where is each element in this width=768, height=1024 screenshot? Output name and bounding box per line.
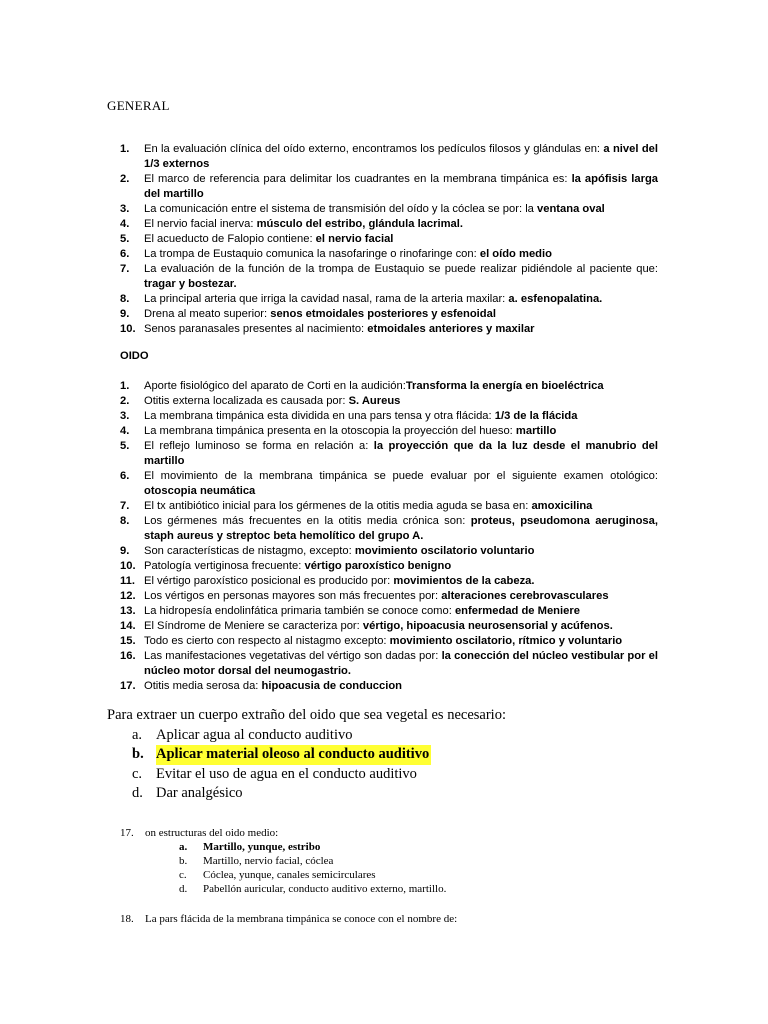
option-b-highlighted	[132, 745, 506, 765]
item-text	[144, 469, 658, 499]
item-number: 9.	[120, 308, 130, 320]
list-item	[0, 589, 658, 604]
answer-text: músculo del estribo, glándula lacrimal.	[256, 218, 463, 230]
option-d	[132, 784, 506, 804]
item-number: 3.	[120, 410, 130, 422]
list-item	[0, 499, 658, 514]
list-item	[0, 172, 658, 202]
answer-text: otoscopia neumática	[144, 485, 256, 497]
question-text: Las manifestaciones vegetativas del vértigo son dadas por:	[144, 650, 442, 662]
option-letter: a.	[179, 841, 188, 853]
answer-text: proteus, pseudomona aeruginosa, staph aureus y streptoc beta hemolítico del grupo A.	[144, 515, 658, 542]
question-number: 18.	[120, 913, 134, 925]
item-text	[144, 262, 658, 292]
option-letter: c.	[179, 869, 187, 881]
item-text	[144, 247, 658, 262]
answer-text: a. esfenopalatina.	[508, 293, 603, 305]
answer-text: alteraciones cerebrovasculares	[441, 590, 609, 602]
list-item	[0, 307, 658, 322]
answer-text: el nervio facial	[315, 233, 394, 245]
question-number: 17.	[120, 827, 134, 839]
item-number: 14.	[120, 620, 136, 632]
question-text: Los vértigos en personas mayores son más frecuentes por:	[144, 590, 442, 602]
answer-text: senos etmoidales posteriores y esfenoidal	[270, 308, 496, 320]
answer-text: S. Aureus	[348, 395, 401, 407]
answer-text: enfermedad de Meniere	[454, 605, 580, 617]
item-text	[144, 232, 658, 247]
question-text: Otitis media serosa da:	[144, 680, 262, 692]
item-number: 2.	[120, 173, 130, 185]
item-text	[144, 589, 658, 604]
item-text	[144, 292, 658, 307]
item-number: 10.	[120, 560, 136, 572]
list-item	[0, 574, 658, 589]
question-text: El reflejo luminoso se forma en relación a:	[144, 440, 374, 452]
option-b	[179, 854, 446, 868]
question-text: El marco de referencia para delimitar los cuadrantes en la membrana timpánica es:	[144, 173, 572, 185]
item-number: 5.	[120, 440, 130, 452]
list-item	[0, 409, 658, 424]
item-text	[144, 604, 658, 619]
question-text: Patología vertiginosa frecuente:	[144, 560, 305, 572]
item-number: 12.	[120, 590, 136, 602]
item-number: 7.	[120, 500, 130, 512]
question-text: La membrana timpánica presenta en la otoscopia la proyección del hueso:	[144, 425, 516, 437]
question-text: La hidropesía endolinfática primaria también se conoce como:	[144, 605, 455, 617]
question-text: Senos paranasales presentes al nacimiento:	[144, 323, 368, 335]
option-letter: b.	[179, 855, 188, 867]
question-18	[120, 912, 457, 926]
question-17	[120, 826, 446, 896]
question-text: El movimiento de la membrana timpánica se puede evaluar por el siguiente examen otológico:	[144, 470, 658, 482]
answer-text: movimiento oscilatorio, rítmico y voluntario	[389, 635, 623, 647]
list-item	[0, 619, 658, 634]
question-text: La trompa de Eustaquio comunica la nasofaringe o rinofaringe con:	[144, 248, 480, 260]
option-a	[132, 726, 506, 746]
answer-text: la proyección que da la luz desde el manubrio del martillo	[144, 440, 658, 467]
item-text	[144, 142, 658, 172]
item-text	[144, 559, 658, 574]
item-number: 3.	[120, 203, 130, 215]
option-a	[179, 840, 446, 854]
option-letter: a.	[132, 726, 143, 743]
answer-text: movimiento oscilatorio voluntario	[354, 545, 535, 557]
option-letter: d.	[132, 785, 143, 801]
question-text: El Síndrome de Meniere se caracteriza por:	[144, 620, 363, 632]
option-c	[132, 765, 506, 785]
list-item	[0, 394, 658, 409]
answer-text: movimientos de la cabeza.	[393, 575, 535, 587]
answer-text: etmoidales anteriores y maxilar	[367, 323, 535, 335]
question-text: La comunicación entre el sistema de transmisión del oído y la cóclea se por: la	[144, 203, 538, 215]
item-number: 17.	[120, 680, 136, 692]
question-text: El tx antibiótico inicial para los gérmenes de la otitis media aguda se basa en:	[144, 500, 532, 512]
question-text: La membrana timpánica esta dividida en una pars tensa y otra flácida:	[144, 410, 495, 422]
general-heading: GENERAL	[107, 98, 170, 113]
item-text	[144, 322, 658, 337]
item-number: 8.	[120, 515, 130, 527]
answer-text: amoxicilina	[531, 500, 593, 512]
list-item	[0, 544, 658, 559]
question-text: El vértigo paroxístico posicional es producido por:	[144, 575, 394, 587]
answer-text: a nivel del 1/3 externos	[144, 143, 658, 170]
item-text	[144, 394, 658, 409]
item-number: 7.	[120, 263, 130, 275]
item-text	[144, 409, 658, 424]
option-d	[179, 882, 446, 896]
list-item	[0, 232, 658, 247]
item-text	[144, 679, 658, 694]
list-item	[0, 142, 658, 172]
item-text	[144, 619, 658, 634]
item-number: 13.	[120, 605, 136, 617]
answer-text: el oído medio	[479, 248, 552, 260]
item-number: 15.	[120, 635, 136, 647]
list-item	[0, 604, 658, 619]
list-item	[0, 514, 658, 544]
answer-text: tragar y bostezar.	[144, 278, 237, 290]
option-text: Cóclea, yunque, canales semicirculares	[203, 869, 376, 881]
item-text	[144, 202, 658, 217]
list-item	[0, 634, 658, 649]
option-text: Martillo, yunque, estribo	[203, 841, 321, 853]
option-text: Martillo, nervio facial, cóclea	[203, 855, 334, 867]
question-text: La principal arteria que irriga la cavidad nasal, rama de la arteria maxilar:	[144, 293, 509, 305]
item-text	[144, 544, 658, 559]
answer-text: vértigo paroxístico benigno	[304, 560, 452, 572]
item-text	[144, 217, 658, 232]
option-letter: b.	[132, 746, 144, 762]
option-text: Pabellón auricular, conducto auditivo externo, martillo.	[203, 883, 447, 895]
option-c	[179, 868, 446, 882]
list-item	[0, 292, 658, 307]
list-item	[0, 649, 658, 679]
item-number: 9.	[120, 545, 130, 557]
question-text: Aporte fisiológico del aparato de Corti en la audición:	[144, 380, 406, 392]
answer-text: hipoacusia de conduccion	[261, 680, 403, 692]
vegetal-question	[107, 706, 506, 804]
list-item	[0, 469, 658, 499]
item-number: 5.	[120, 233, 130, 245]
item-text	[144, 574, 658, 589]
question-text: Drena al meato superior:	[144, 308, 271, 320]
question-text: La pars flácida de la membrana timpánica se conoce con el nombre de:	[145, 913, 458, 925]
question-text: Todo es cierto con respecto al nistagmo excepto:	[144, 635, 390, 647]
list-item	[0, 322, 658, 337]
option-letter: d.	[179, 883, 188, 895]
item-text	[144, 424, 658, 439]
list-item	[0, 424, 658, 439]
list-item	[0, 262, 658, 292]
answer-text: la apófisis larga del martillo	[144, 173, 658, 200]
option-text: Evitar el uso de agua en el conducto auditivo	[156, 765, 417, 782]
item-text	[144, 172, 658, 202]
item-text	[144, 499, 658, 514]
item-text	[144, 439, 658, 469]
item-text	[144, 514, 658, 544]
list-item	[0, 679, 658, 694]
option-text-highlighted: Aplicar material oleoso al conducto auditivo	[156, 745, 431, 765]
item-number: 4.	[120, 425, 130, 437]
question-text: Otitis externa localizada es causada por:	[144, 395, 349, 407]
answer-text: vértigo, hipoacusia neurosensorial y acúfenos.	[362, 620, 613, 632]
oido-heading: OIDO	[120, 350, 149, 362]
item-number: 10.	[120, 323, 136, 335]
oido-question-list	[0, 379, 658, 694]
answer-text: ventana oval	[537, 203, 605, 215]
item-number: 2.	[120, 395, 130, 407]
list-item	[0, 559, 658, 574]
item-number: 1.	[120, 380, 130, 392]
item-number: 4.	[120, 218, 130, 230]
question-text: La evaluación de la función de la trompa de Eustaquio se puede realizar pidiéndole al paciente que:	[144, 263, 658, 275]
list-item	[0, 247, 658, 262]
item-text	[144, 634, 658, 649]
option-text: Dar analgésico	[156, 785, 243, 801]
item-number: 6.	[120, 470, 130, 482]
question-text: El nervio facial inerva:	[144, 218, 257, 230]
item-text	[144, 379, 658, 394]
option-letter: c.	[132, 765, 143, 782]
question-text: on estructuras del oido medio:	[145, 827, 279, 839]
question-text: Son características de nistagmo, excepto:	[144, 545, 355, 557]
question-text: En la evaluación clínica del oído externo, encontramos los pedículos filosos y glándulas en:	[144, 143, 604, 155]
vegetal-question-text: Para extraer un cuerpo extraño del oido que sea vegetal es necesario:	[107, 707, 506, 723]
answer-text: martillo	[515, 425, 557, 437]
list-item	[0, 379, 658, 394]
general-question-list	[0, 142, 658, 337]
answer-text: la conección del núcleo vestibular por el núcleo motor dorsal del neumogastrio.	[144, 650, 658, 677]
item-text	[144, 649, 658, 679]
list-item	[0, 439, 658, 469]
list-item	[0, 217, 658, 232]
answer-text: Transforma la energía en bioeléctrica	[405, 380, 604, 392]
question-text: El acueducto de Falopio contiene:	[144, 233, 316, 245]
item-number: 6.	[120, 248, 130, 260]
list-item	[0, 202, 658, 217]
item-number: 11.	[120, 575, 135, 587]
item-text	[144, 307, 658, 322]
item-number: 8.	[120, 293, 130, 305]
answer-text: 1/3 de la flácida	[494, 410, 578, 422]
item-number: 16.	[120, 650, 136, 662]
item-number: 1.	[120, 143, 130, 155]
option-text: Aplicar agua al conducto auditivo	[156, 726, 353, 743]
question-text: Los gérmenes más frecuentes en la otitis media crónica son:	[144, 515, 471, 527]
